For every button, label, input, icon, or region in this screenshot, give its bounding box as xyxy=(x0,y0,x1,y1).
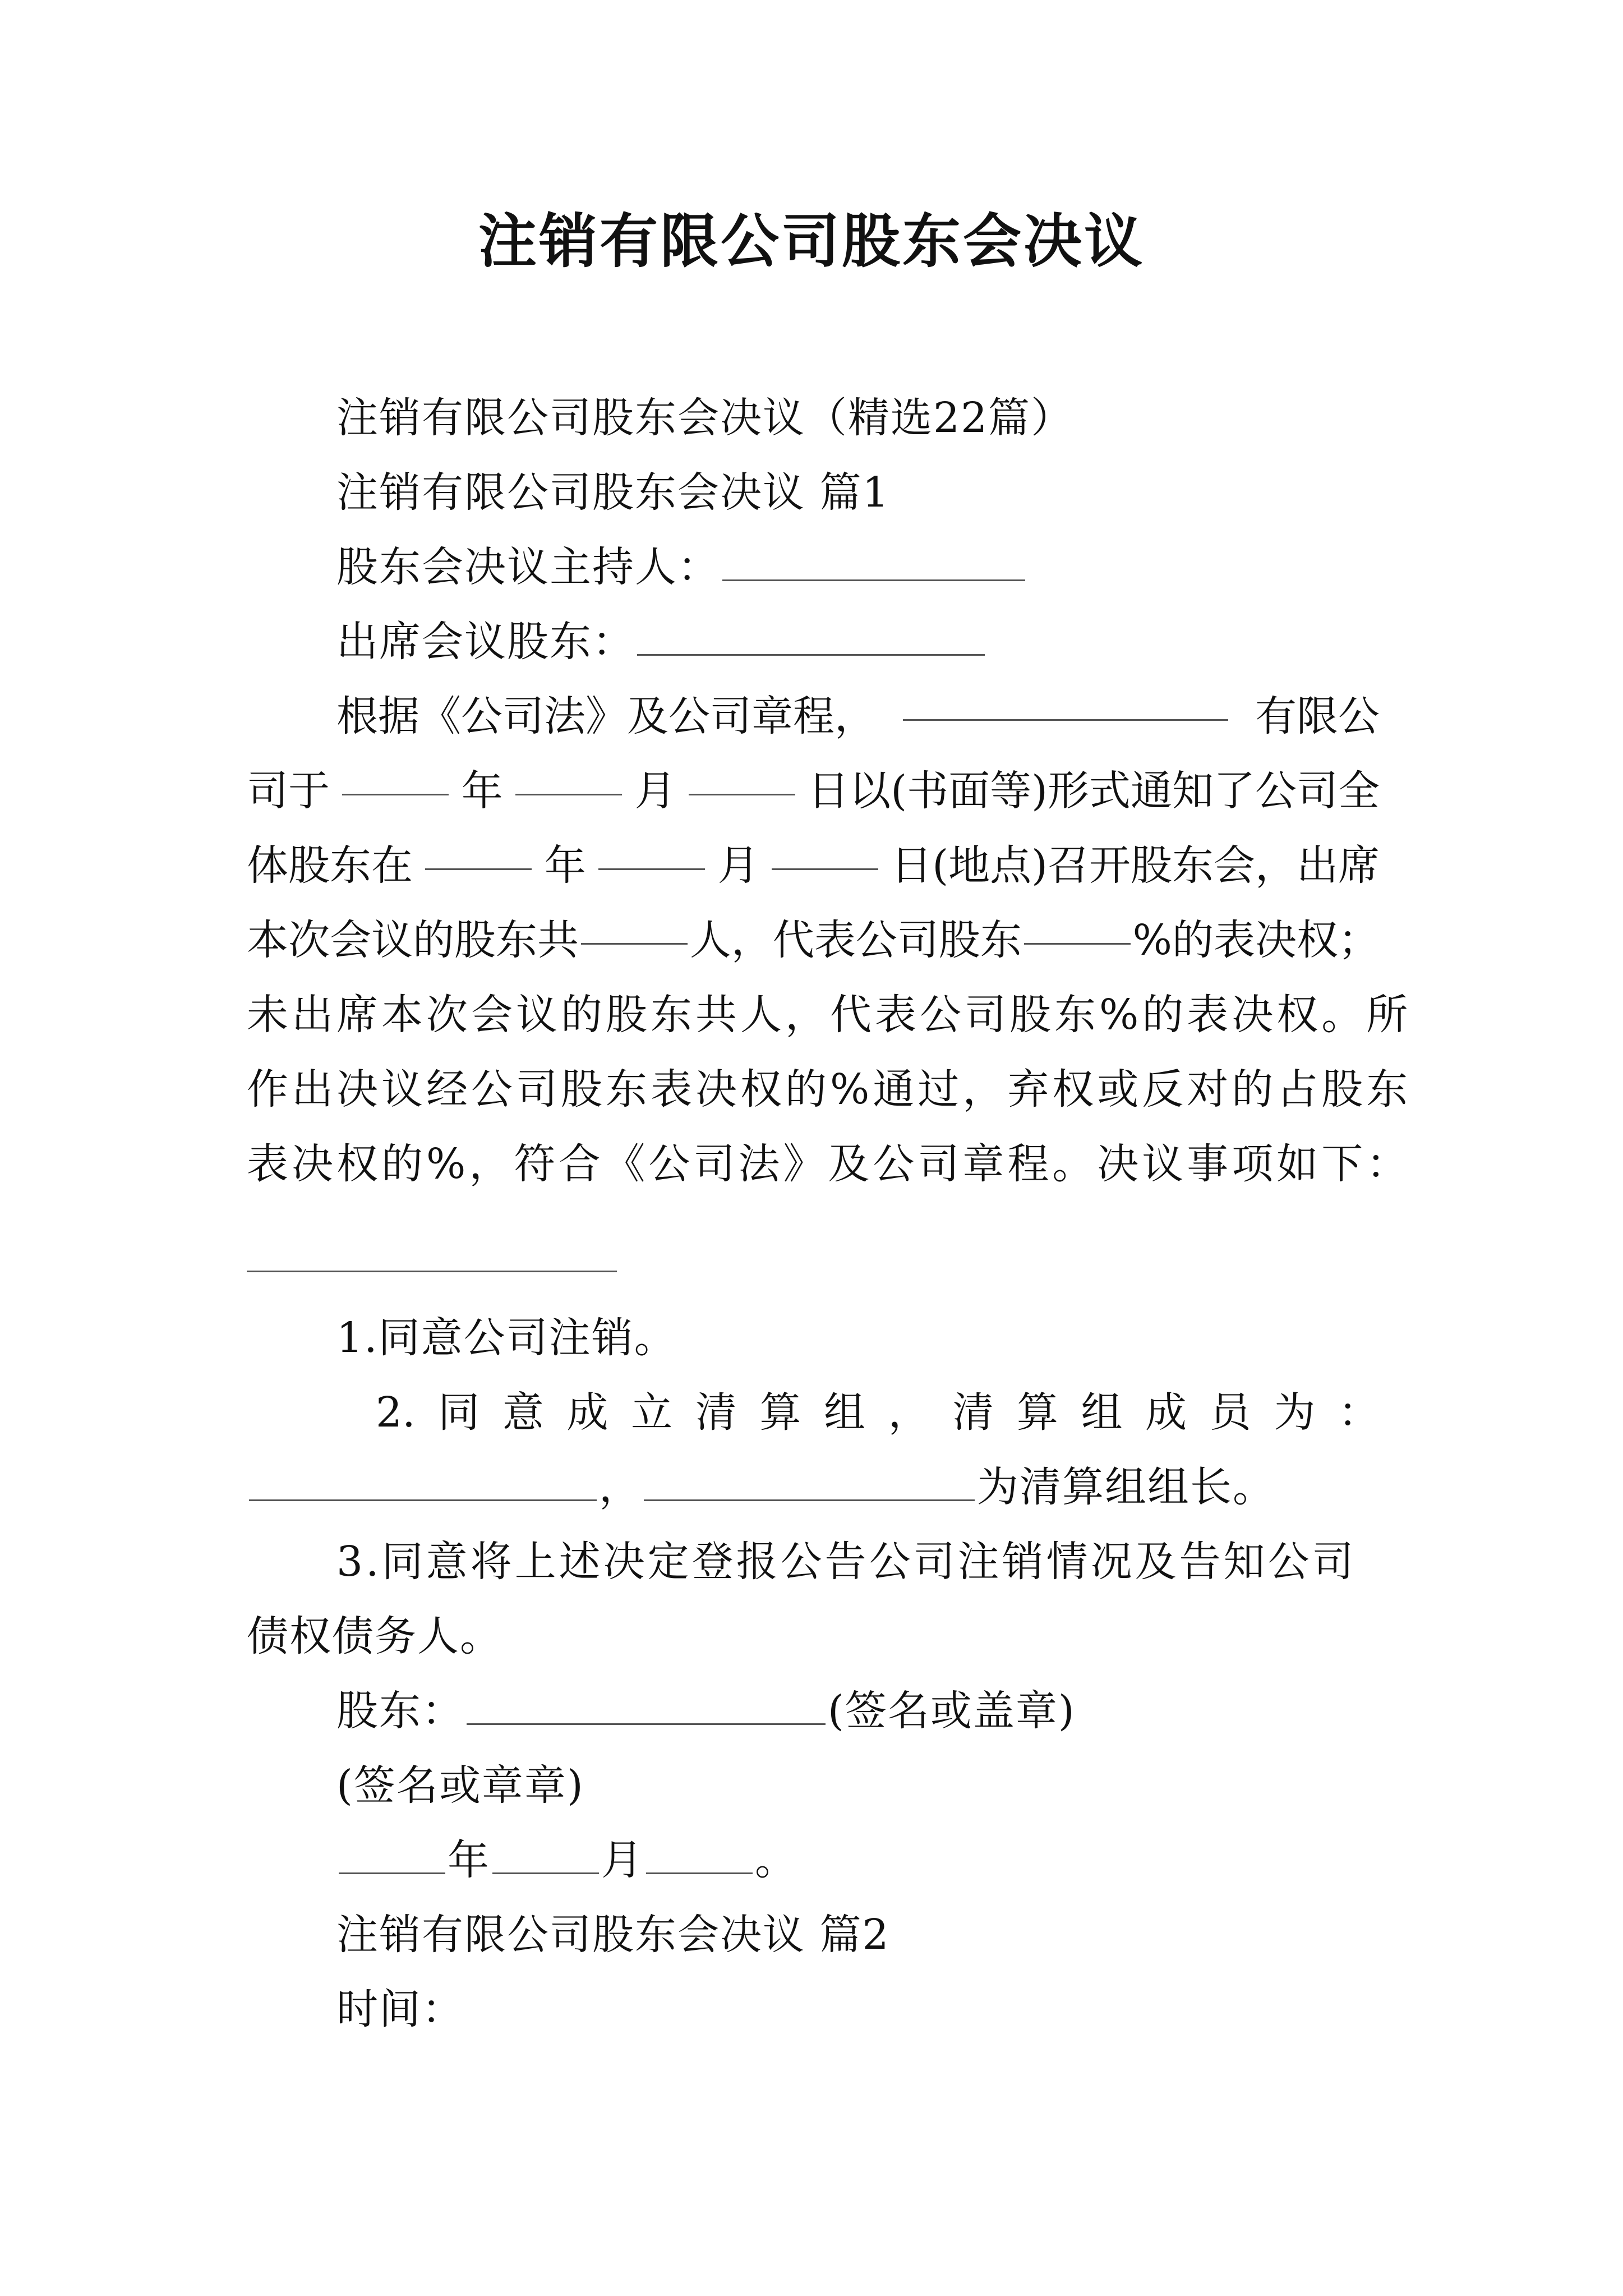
item2-char: ， xyxy=(888,1388,930,1437)
time-label: 时间： xyxy=(336,1985,464,2033)
shareholder-sign-line xyxy=(336,1680,1076,1742)
p2-text-b: 年 xyxy=(461,767,503,815)
p4-text-c: %的表决权； xyxy=(1132,916,1380,964)
p4-text-a: 本次会议的股东共 xyxy=(247,916,579,964)
meeting-day-blank[interactable] xyxy=(772,835,878,870)
section-heading-1: 注销有限公司股东会决议 篇1 xyxy=(336,468,890,517)
paragraph-line-4 xyxy=(247,909,1380,971)
liquidation-leader-blank[interactable] xyxy=(644,1466,975,1501)
p1-text-a: 根据《公司法》及公司章程， xyxy=(336,692,876,740)
paragraph-line-7: 表决权的%，符合《公司法》及公司章程。决议事项如下： xyxy=(247,1140,1412,1188)
attendees-blank[interactable] xyxy=(637,620,985,656)
p3-text-c: 月 xyxy=(717,841,759,890)
meeting-year-blank[interactable] xyxy=(425,835,532,870)
paragraph-line-6: 作出决议经公司股东表决权的%通过，弃权或反对的占股东 xyxy=(247,1065,1412,1114)
item2-char: 意 xyxy=(502,1388,544,1437)
host-blank[interactable] xyxy=(722,546,1025,581)
item2-char: 成 xyxy=(1145,1388,1187,1437)
sign-month-text: 月 xyxy=(601,1836,644,1884)
paragraph-line-3 xyxy=(247,835,1380,896)
item2-char: 立 xyxy=(631,1388,673,1437)
attendees-line xyxy=(336,611,987,673)
p2-text-c: 月 xyxy=(634,767,676,815)
item2-char: 员 xyxy=(1209,1388,1251,1437)
notice-day-blank[interactable] xyxy=(689,760,795,795)
item2-char: ： xyxy=(1338,1388,1380,1437)
voting-percent-blank[interactable] xyxy=(1024,909,1131,945)
notice-month-blank[interactable] xyxy=(515,760,622,795)
p3-text-d: 日(地点)召开股东会，出席 xyxy=(891,841,1380,890)
paragraph-line-2 xyxy=(247,760,1380,822)
item2-char: 2. xyxy=(376,1388,416,1437)
item2-char: 清 xyxy=(695,1388,737,1437)
p3-text-a: 体股东在 xyxy=(247,841,413,890)
p1-text-b: 有限公 xyxy=(1255,692,1380,740)
resolution-item-3: 3.同意将上述决定登报公告公司注销情况及告知公司 xyxy=(336,1538,1357,1586)
document-title: 注销有限公司股东会决议 xyxy=(478,206,1145,275)
item2-char: 算 xyxy=(759,1388,801,1437)
item2-char: 成 xyxy=(566,1388,608,1437)
p2-text-d: 日以(书面等)形式通知了公司全 xyxy=(808,767,1380,815)
p4-text-b: 人，代表公司股东 xyxy=(689,916,1022,964)
item2-char: 同 xyxy=(438,1388,480,1437)
p3-text-b: 年 xyxy=(544,841,586,890)
sign-year-blank[interactable] xyxy=(339,1839,445,1874)
sign-label: 股东： xyxy=(336,1687,464,1735)
subtitle-line: 注销有限公司股东会决议（精选22篇） xyxy=(336,394,1074,442)
resolution-item-3-cont: 债权债务人。 xyxy=(247,1612,502,1660)
resolution-blank-line[interactable] xyxy=(247,1271,617,1272)
host-line xyxy=(336,536,1027,598)
sign-date-line xyxy=(336,1829,797,1891)
item2-char: 为 xyxy=(1274,1388,1316,1437)
resolution-item-2-cont xyxy=(247,1456,1275,1518)
item2-char: 组 xyxy=(1081,1388,1123,1437)
sign-date-end: 。 xyxy=(755,1836,797,1884)
section-heading-2: 注销有限公司股东会决议 篇2 xyxy=(336,1911,890,1959)
sign-month-blank[interactable] xyxy=(492,1839,599,1874)
meeting-month-blank[interactable] xyxy=(598,835,705,870)
shareholder-sign-blank[interactable] xyxy=(467,1690,826,1725)
company-name-blank[interactable] xyxy=(903,685,1228,721)
host-label: 股东会决议主持人： xyxy=(336,543,720,591)
notice-year-blank[interactable] xyxy=(342,760,449,795)
item2-char: 组 xyxy=(823,1388,865,1437)
sign-year-text: 年 xyxy=(448,1836,490,1884)
paragraph-line-5: 未出席本次会议的股东共人，代表公司股东%的表决权。所 xyxy=(247,991,1412,1039)
attendees-label: 出席会议股东： xyxy=(336,618,635,666)
resolution-item-1: 1.同意公司注销。 xyxy=(336,1314,677,1362)
sign-day-blank[interactable] xyxy=(646,1839,753,1874)
resolution-item-2 xyxy=(376,1382,1380,1443)
liquidation-members-blank[interactable] xyxy=(249,1466,597,1501)
item2-char: 清 xyxy=(952,1388,994,1437)
item2-leader-text: 为清算组组长。 xyxy=(977,1463,1275,1511)
shareholder-count-blank[interactable] xyxy=(581,909,688,945)
sign-note: (签名或盖章) xyxy=(828,1687,1076,1735)
sign-note-2: (签名或章章) xyxy=(336,1761,584,1810)
paragraph-line-1 xyxy=(336,685,1380,747)
item2-char: 算 xyxy=(1016,1388,1058,1437)
p2-text-a: 司于 xyxy=(247,767,330,815)
item2-comma: ， xyxy=(599,1463,642,1511)
